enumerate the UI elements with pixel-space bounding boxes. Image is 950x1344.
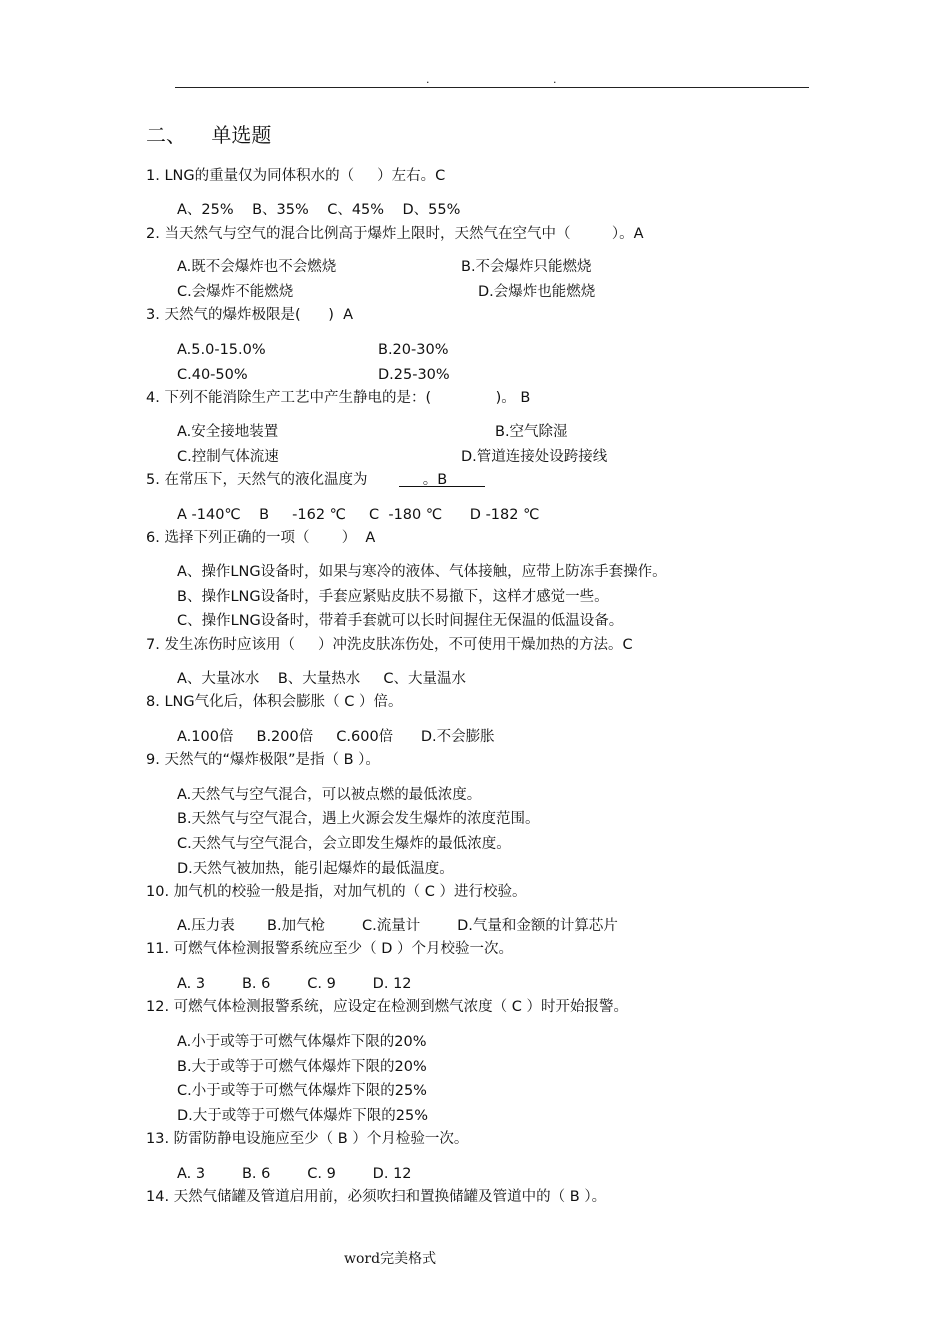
option-line: D.会爆炸也能燃烧 — [478, 284, 596, 300]
question-stem: 9. 天然气的“爆炸极限”是指（ B ）。 — [146, 752, 380, 768]
option-line: B.20-30% — [378, 342, 449, 358]
header-rule — [175, 87, 809, 88]
option-line: D.管道连接处设跨接线 — [461, 449, 608, 465]
option-line: B.大于或等于可燃气体爆炸下限的20% — [177, 1059, 427, 1075]
answer-blank-underline — [399, 486, 485, 487]
option-line: A.5.0-15.0% — [177, 342, 266, 358]
option-line: D.25-30% — [378, 367, 450, 383]
option-line: A. 3 B. 6 C. 9 D. 12 — [177, 1166, 412, 1182]
option-line: C.会爆炸不能燃烧 — [177, 284, 294, 300]
option-line: A. 3 B. 6 C. 9 D. 12 — [177, 976, 412, 992]
header-dot-left: . — [426, 73, 430, 86]
option-line: A.天然气与空气混合，可以被点燃的最低浓度。 — [177, 787, 482, 803]
option-line: C、操作LNG设备时，带着手套就可以长时间握住无保温的低温设备。 — [177, 613, 624, 629]
option-line: A、大量冰水 B、大量热水 C、大量温水 — [177, 671, 466, 687]
question-stem: 1. LNG的重量仅为同体积水的（ ）左右。C — [146, 168, 446, 184]
option-line: A.小于或等于可燃气体爆炸下限的20% — [177, 1034, 427, 1050]
option-line: A.既不会爆炸也不会燃烧 — [177, 259, 337, 275]
question-stem: 8. LNG气化后，体积会膨胀（ C ）倍。 — [146, 694, 403, 710]
question-stem: 12. 可燃气体检测报警系统，应设定在检测到燃气浓度（ C ）时开始报警。 — [146, 999, 629, 1015]
option-line: B.空气除湿 — [495, 424, 568, 440]
question-stem: 3. 天然气的爆炸极限是( ) A — [146, 307, 354, 323]
option-line: D.大于或等于可燃气体爆炸下限的25% — [177, 1108, 429, 1124]
question-stem: 13. 防雷防静电设施应至少（ B ）个月检验一次。 — [146, 1131, 469, 1147]
question-stem: 2. 当天然气与空气的混合比例高于爆炸上限时，天然气在空气中（ ）。A — [146, 226, 644, 242]
page-footer: word完美格式 — [344, 1251, 437, 1267]
section-title: 二、 单选题 — [146, 123, 272, 147]
option-line: B、操作LNG设备时，手套应紧贴皮肤不易撤下，这样才感觉一些。 — [177, 589, 609, 605]
option-line: C.40-50% — [177, 367, 248, 383]
option-line: A.压力表 B.加气枪 C.流量计 D.气量和金额的计算芯片 — [177, 918, 618, 934]
header-dot-right: . — [553, 73, 557, 86]
question-stem: 5. 在常压下，天然气的液化温度为 。B — [146, 472, 448, 488]
option-line: C.天然气与空气混合，会立即发生爆炸的最低浓度。 — [177, 836, 511, 852]
question-stem: 11. 可燃气体检测报警系统应至少（ D ）个月校验一次。 — [146, 941, 514, 957]
option-line: A、25% B、35% C、45% D、55% — [177, 202, 461, 218]
question-stem: 4. 下列不能消除生产工艺中产生静电的是：( )。 B — [146, 390, 531, 406]
option-line: B.天然气与空气混合，遇上火源会发生爆炸的浓度范围。 — [177, 811, 540, 827]
question-stem: 6. 选择下列正确的一项（ ） A — [146, 530, 376, 546]
question-stem: 7. 发生冻伤时应该用（ ）冲洗皮肤冻伤处，不可使用干燥加热的方法。C — [146, 637, 633, 653]
option-line: A、操作LNG设备时，如果与寒冷的液体、气体接触，应带上防冻手套操作。 — [177, 564, 667, 580]
option-line: D.天然气被加热，能引起爆炸的最低温度。 — [177, 861, 454, 877]
option-line: C.小于或等于可燃气体爆炸下限的25% — [177, 1083, 427, 1099]
option-line: A.100倍 B.200倍 C.600倍 D.不会膨胀 — [177, 729, 495, 745]
option-line: C.控制气体流速 — [177, 449, 279, 465]
question-stem: 14. 天然气储罐及管道启用前，必须吹扫和置换储罐及管道中的（ B ）。 — [146, 1189, 607, 1205]
option-line: A.安全接地装置 — [177, 424, 279, 440]
option-line: A -140℃ B -162 ℃ C -180 ℃ D -182 ℃ — [177, 507, 540, 523]
question-stem: 10. 加气机的校验一般是指，对加气机的（ C ）进行校验。 — [146, 884, 527, 900]
option-line: B.不会爆炸只能燃烧 — [461, 259, 592, 275]
